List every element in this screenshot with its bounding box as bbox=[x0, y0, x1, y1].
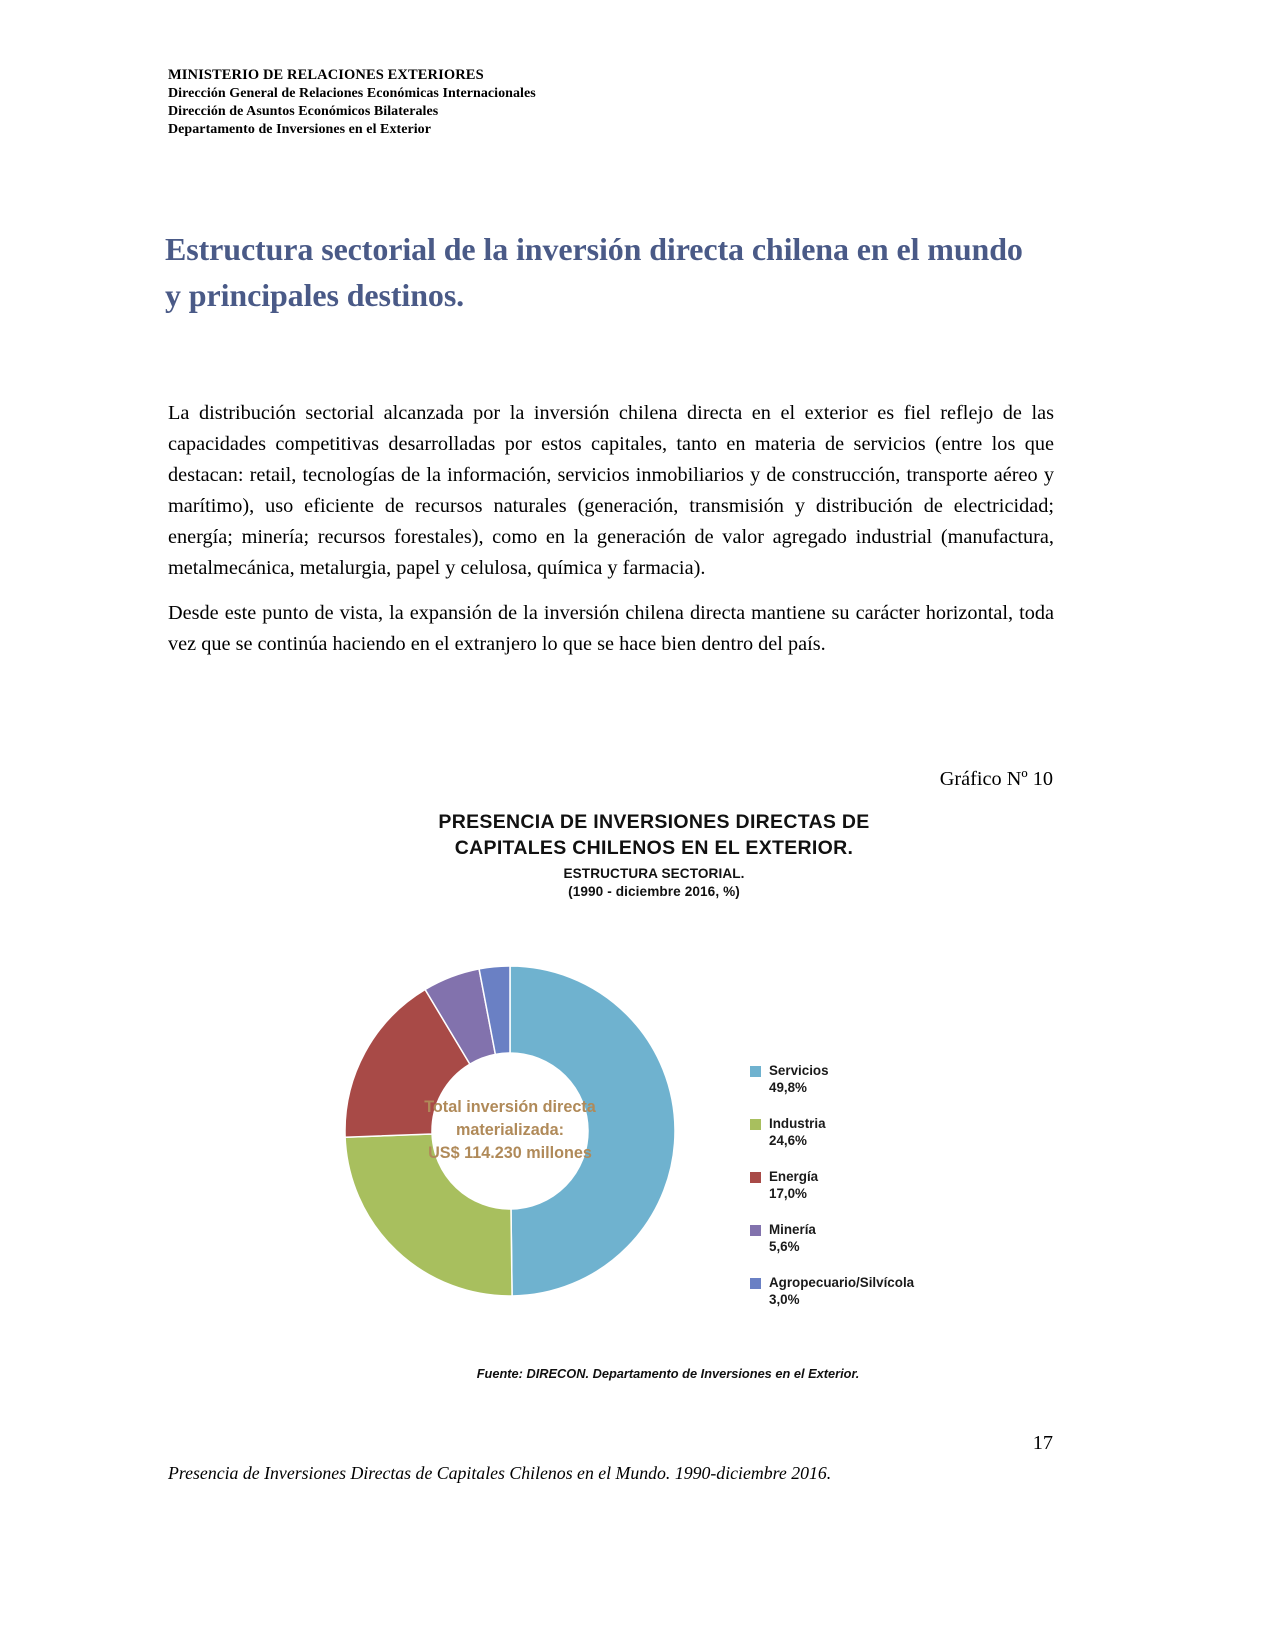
legend-value: 5,6% bbox=[769, 1238, 800, 1254]
donut-slice-servicios bbox=[510, 966, 675, 1296]
chart-title bbox=[280, 810, 1000, 862]
legend-row bbox=[750, 1275, 990, 1290]
center-text-line-3: US$ 114.230 millones bbox=[428, 1144, 592, 1163]
header-ministry: MINISTERIO DE RELACIONES EXTERIORES bbox=[168, 67, 484, 83]
header-department: Departamento de Inversiones en el Exterior bbox=[168, 122, 431, 138]
legend-label: Agropecuario/Silvícola bbox=[769, 1274, 915, 1290]
chart-figure bbox=[280, 810, 1000, 1400]
paragraph-1: La distribución sectorial alcanzada por la inversión chilena directa en el exterior es fiel reflejo de las capacidades competitivas desarrolladas por estos capitales, tanto en materia de servicios (entre los que destacan: retail, tecnologías de la información, servicios inmobiliarios y de construcción, transporte aéreo y marítimo), uso eficiente de recursos naturales (generación, transmisión y distribución de electricidad; energía; minería; recursos forestales), como en la generación de valor agregado industrial (manufactura, metalmecánica, metalurgia, papel y celulosa, química y farmacia). bbox=[168, 402, 1054, 580]
legend-row bbox=[750, 1169, 990, 1184]
legend-label: Energía bbox=[769, 1168, 819, 1184]
legend-value: 49,8% bbox=[769, 1079, 807, 1095]
legend-row bbox=[750, 1116, 990, 1131]
donut-slices bbox=[345, 966, 675, 1296]
chart-source-note: Fuente: DIRECON. Departamento de Inversiones en el Exterior. bbox=[476, 1365, 860, 1381]
figure-label: Gráfico Nº 10 bbox=[939, 768, 1053, 790]
legend-item bbox=[750, 1116, 990, 1148]
header-direction-general: Dirección General de Relaciones Económicas Internacionales bbox=[168, 85, 536, 101]
legend-swatch-icon bbox=[750, 1119, 761, 1130]
donut-slice-industria bbox=[345, 1134, 512, 1296]
page-number: 17 bbox=[1032, 1432, 1053, 1454]
legend-item bbox=[750, 1063, 990, 1095]
document-header bbox=[168, 66, 536, 139]
page-title: Estructura sectorial de la inversión directa chilena en el mundo y principales destinos. bbox=[165, 231, 1023, 313]
legend-label: Industria bbox=[769, 1115, 826, 1131]
legend-value: 17,0% bbox=[769, 1185, 807, 1201]
chart-plot-area bbox=[280, 911, 1000, 1381]
header-direction-bilateral: Dirección de Asuntos Económicos Bilaterales bbox=[168, 104, 439, 120]
donut-chart-svg bbox=[290, 911, 730, 1351]
legend-item bbox=[750, 1275, 990, 1307]
chart-subtitle-period: (1990 - diciembre 2016, %) bbox=[568, 883, 740, 899]
legend-item bbox=[750, 1222, 990, 1254]
center-text-line-2: materializada: bbox=[456, 1121, 564, 1140]
footer-note: Presencia de Inversiones Directas de Capitales Chilenos en el Mundo. 1990-diciembre 2016. bbox=[168, 1463, 832, 1483]
legend-value: 24,6% bbox=[769, 1132, 807, 1148]
legend-value: 3,0% bbox=[769, 1291, 800, 1307]
chart-title-line-2: CAPITALES CHILENOS EN EL EXTERIOR. bbox=[454, 836, 854, 859]
legend-swatch-icon bbox=[750, 1225, 761, 1236]
legend-row bbox=[750, 1222, 990, 1237]
legend-swatch-icon bbox=[750, 1066, 761, 1077]
chart-legend bbox=[750, 1063, 990, 1307]
legend-swatch-icon bbox=[750, 1278, 761, 1289]
body-text bbox=[168, 398, 1054, 660]
paragraph-2: Desde este punto de vista, la expansión de la inversión chilena directa mantiene su carácter horizontal, toda vez que se continúa haciendo en el extranjero lo que se hace bien dentro del país. bbox=[168, 602, 1054, 656]
chart-subtitle-structure: ESTRUCTURA SECTORIAL. bbox=[563, 865, 745, 881]
center-text-line-1: Total inversión directa bbox=[424, 1098, 596, 1117]
legend-row bbox=[750, 1063, 990, 1078]
legend-item bbox=[750, 1169, 990, 1201]
chart-title-line-1: PRESENCIA DE INVERSIONES DIRECTAS DE bbox=[438, 811, 870, 833]
legend-swatch-icon bbox=[750, 1172, 761, 1183]
donut-chart bbox=[290, 911, 730, 1351]
legend-label: Servicios bbox=[769, 1062, 829, 1078]
legend-label: Minería bbox=[769, 1221, 816, 1237]
